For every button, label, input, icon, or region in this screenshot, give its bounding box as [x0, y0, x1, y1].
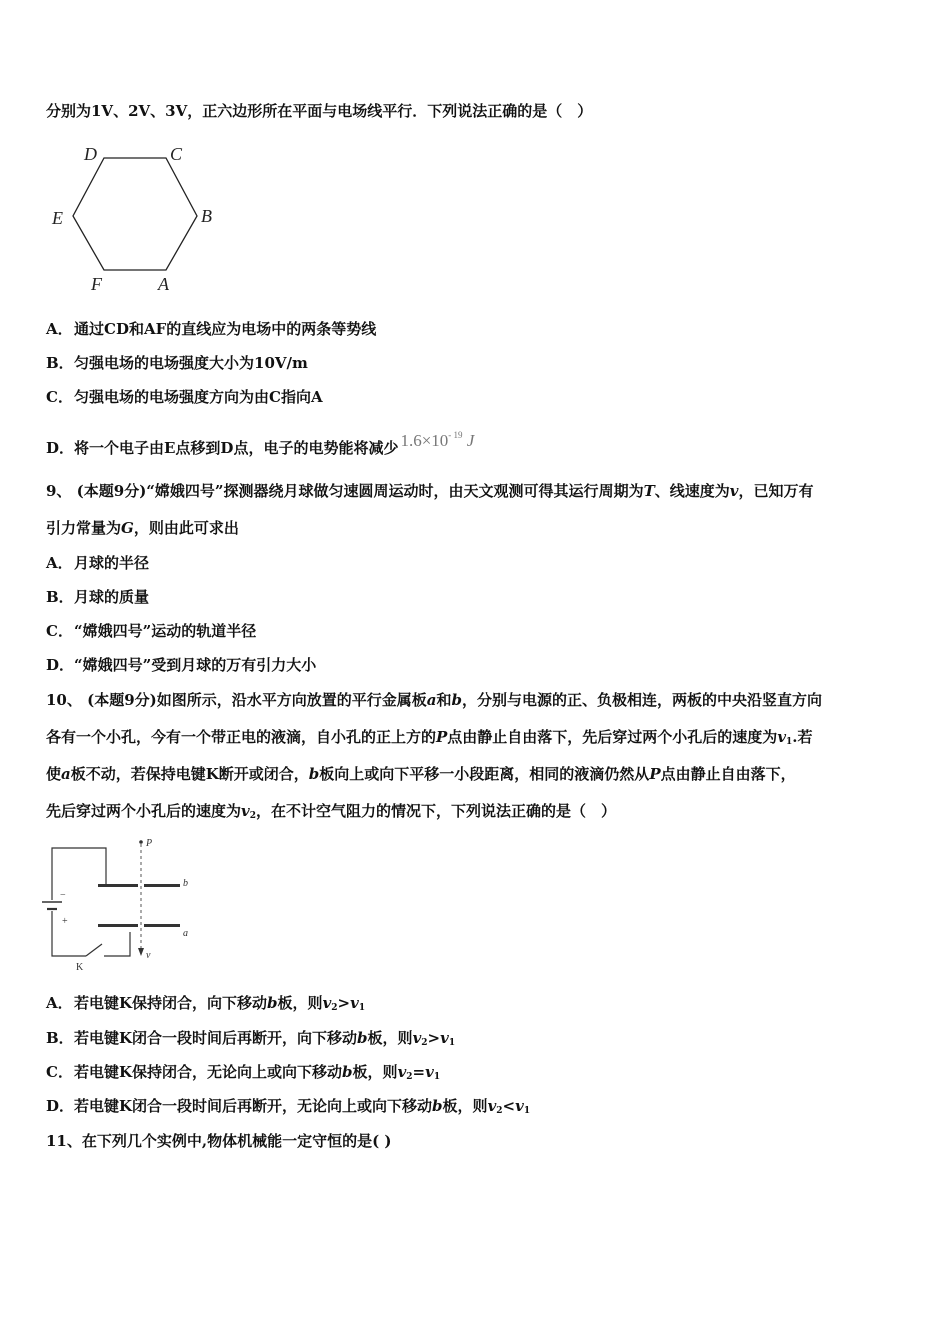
switch-k	[86, 944, 102, 956]
battery-minus-label: −	[60, 890, 66, 901]
vertex-label-B: B	[201, 206, 212, 226]
option-letter: A．	[46, 320, 73, 338]
option-letter: B．	[46, 1029, 74, 1047]
vertex-label-D: D	[84, 144, 97, 164]
vertex-label-C: C	[170, 144, 183, 164]
capacitor-circuit-figure	[40, 832, 200, 974]
q8-option-d	[46, 432, 906, 458]
velocity-label: v	[146, 950, 151, 961]
point-p-label: P	[146, 838, 153, 849]
option-text: 通过CD和AF的直线应为电场中的两条等势线	[74, 320, 377, 338]
drop-arrow-icon	[138, 948, 144, 956]
q8-option-a	[46, 319, 906, 339]
circuit-wire-bottom	[52, 911, 86, 956]
option-letter: C．	[46, 388, 73, 406]
plate-a-left	[98, 924, 138, 927]
option-text: 将一个电子由E点移到D点，电子的电势能将减少	[74, 439, 399, 457]
q8-stem-tail: 分别为1V、2V、3V，正六边形所在平面与电场线平行．下列说法正确的是（ ）	[46, 102, 593, 120]
option-text: “嫦娥四号”受到月球的万有引力大小	[74, 656, 317, 674]
q9-stem-line-1: 9、 (本题9分)“嫦娥四号”探测器绕月球做匀速圆周运动时，由天文观测可得其运行周期为T、线速度为v，已知万有	[46, 482, 814, 500]
option-letter: D．	[46, 1097, 75, 1115]
q10-option-d: D．若电键K闭合一段时间后再断开，无论向上或向下移动b板，则$v_2<v_1$	[46, 1097, 531, 1116]
option-text: 匀强电场的电场强度方向为由C指向A	[74, 388, 323, 406]
hexagon-figure	[46, 140, 226, 300]
q10-option-b: B．若电键K闭合一段时间后再断开，向下移动b板，则$v_2>v_1$	[46, 1029, 456, 1048]
q10-option-a: A．若电键K保持闭合，向下移动b板，则$v_2>v_1$	[46, 994, 366, 1013]
point-p-dot	[139, 840, 143, 844]
q10-stem-line-3: 使a板不动，若保持电键K断开或闭合，b板向上或向下平移一小段距离，相同的液滴仍然从P点由静止自由落下，	[46, 765, 796, 783]
q10-stem-line-4: 先后穿过两个小孔后的速度为$v_2$，在不计空气阻力的情况下，下列说法正确的是（ ）	[46, 802, 617, 821]
q9-option-d	[46, 655, 906, 675]
option-letter: B．	[46, 354, 74, 372]
option-letter: A．	[46, 554, 73, 572]
hexagon-shape	[73, 158, 197, 270]
q10-stem-line-1: 10、 (本题9分)如图所示，沿水平方向放置的平行金属板a和b，分别与电源的正、负极相连，两板的中央沿竖直方向	[46, 691, 823, 709]
option-text: 匀强电场的电场强度大小为10V/m	[74, 354, 308, 372]
plate-b-right	[144, 884, 180, 887]
energy-formula: $1.6\times 10^{- 19}$ J	[400, 430, 475, 450]
switch-label-K: K	[76, 962, 84, 973]
q9-stem-line-2: 引力常量为G，则由此可求出	[46, 519, 239, 537]
option-text: 月球的质量	[74, 588, 150, 606]
plate-b-left	[98, 884, 138, 887]
q10-option-c: C．若电键K保持闭合，无论向上或向下移动b板，则$v_2=v_1$	[46, 1063, 441, 1082]
plate-a-label: a	[183, 928, 188, 939]
battery-plus-label: +	[62, 916, 68, 927]
option-letter: C．	[46, 622, 73, 640]
q10-stem-line-2: 各有一个小孔，今有一个带正电的液滴，自小孔的正上方的P点由静止自由落下，先后穿过两个小孔后的速度为$v_1$.若	[46, 728, 813, 747]
q11-stem: 11、在下列几个实例中,物体机械能一定守恒的是( )	[46, 1132, 392, 1150]
option-letter: D．	[46, 656, 75, 674]
q8-option-c	[46, 387, 906, 407]
vertex-label-A: A	[158, 274, 169, 294]
vertex-label-E: E	[52, 208, 63, 228]
q9-option-b	[46, 587, 906, 607]
option-text: 月球的半径	[74, 554, 150, 572]
circuit-wire-switch-to-a	[104, 932, 130, 956]
option-letter: C．	[46, 1063, 73, 1081]
option-letter: D．	[46, 439, 75, 457]
plate-a-right	[144, 924, 180, 927]
vertex-label-F: F	[91, 274, 102, 294]
option-text: “嫦娥四号”运动的轨道半径	[74, 622, 257, 640]
plate-b-label: b	[183, 878, 188, 889]
option-letter: A．	[46, 994, 73, 1012]
q9-option-a	[46, 553, 906, 573]
question-number: 10、	[46, 691, 82, 709]
q9-option-c	[46, 621, 906, 641]
q8-option-b	[46, 353, 906, 373]
option-letter: B．	[46, 588, 74, 606]
question-number: 9、	[46, 482, 72, 500]
